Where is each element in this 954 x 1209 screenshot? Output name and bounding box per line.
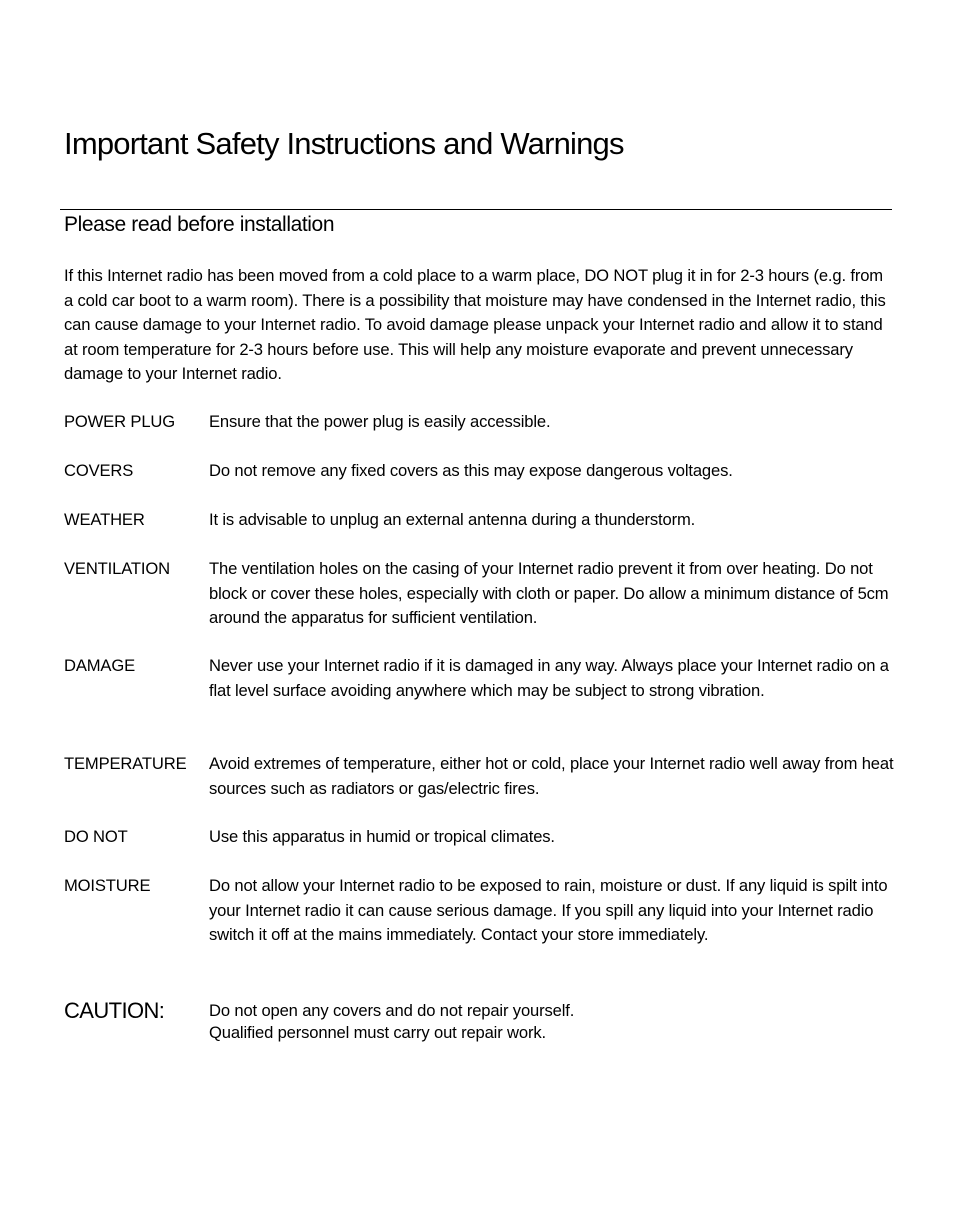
safety-item-text: Use this apparatus in humid or tropical climates. [209, 827, 555, 846]
caution-label: CAUTION: [64, 998, 165, 1023]
safety-item-text: Ensure that the power plug is easily accessible. [209, 412, 551, 431]
safety-item-label: VENTILATION [64, 559, 170, 578]
safety-item-label: DAMAGE [64, 656, 136, 675]
safety-item-label: DO NOT [64, 827, 128, 846]
caution-text [209, 1000, 894, 1043]
safety-item-text: The ventilation holes on the casing of your Internet radio prevent it from over heating. Do not block or cover these holes, especially with cloth or paper. Do allow a minimum distance of 5cm around the apparatus for sufficient ventilation. [209, 559, 889, 627]
safety-item-text: Never use your Internet radio if it is damaged in any way. Always place your Internet radio on a flat level surface avoiding anywhere which may be subject to strong vibration. [209, 656, 889, 700]
safety-item-text: Do not remove any fixed covers as this may expose dangerous voltages. [209, 461, 733, 480]
safety-item-text: Avoid extremes of temperature, either hot or cold, place your Internet radio well away from heat sources such as radiators or gas/electric fires. [209, 754, 894, 798]
intro-paragraph: If this Internet radio has been moved from a cold place to a warm place, DO NOT plug it in for 2-3 hours (e.g. from a cold car boot to a warm room). There is a possibility that moisture may have condensed in the Internet radio, this can cause damage to your Internet radio. To avoid damage please unpack your Internet radio and allow it to stand at room temperature for 2-3 hours before use. This will help any moisture evaporate and prevent unnecessary damage to your Internet radio. [64, 266, 886, 383]
caution-line-2: Qualified personnel must carry out repair work. [209, 1022, 546, 1042]
safety-item-label: COVERS [64, 461, 134, 480]
safety-item-label: POWER PLUG [64, 412, 175, 431]
safety-item-label: WEATHER [64, 510, 145, 529]
section-subtitle: Please read before installation [64, 213, 335, 236]
caution-line-1: Do not open any covers and do not repair yourself. [209, 1001, 575, 1020]
safety-item-label: TEMPERATURE [64, 754, 187, 773]
safety-item-text: Do not allow your Internet radio to be exposed to rain, moisture or dust. If any liquid is spilt into your Internet radio it can cause serious damage. If you spill any liquid into your Internet radio switch it off at the mains immediately. Contact your store immediately. [209, 876, 888, 944]
safety-item-label: MOISTURE [64, 876, 151, 895]
safety-item-text: It is advisable to unplug an external antenna during a thunderstorm. [209, 510, 696, 529]
page-title: Important Safety Instructions and Warnings [64, 126, 624, 161]
